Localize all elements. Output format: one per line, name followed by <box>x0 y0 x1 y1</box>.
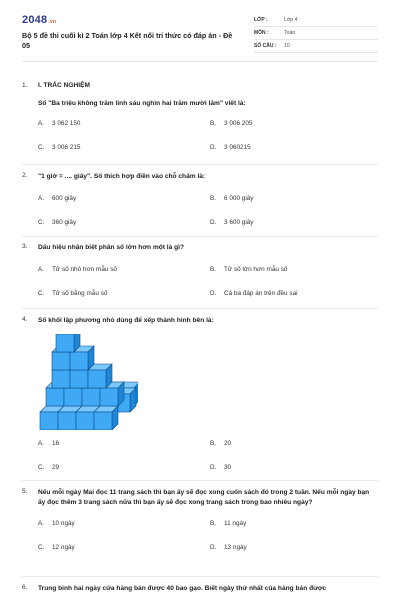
option-a[interactable]: A. 600 giây <box>38 195 77 202</box>
meta-key: SỐ CÂU : <box>254 43 277 49</box>
meta-value: Toán <box>284 30 296 36</box>
option-b[interactable]: B. 11 ngày <box>210 520 247 527</box>
divider <box>22 480 378 481</box>
question-5 <box>22 488 378 566</box>
question-number: 4. <box>22 316 28 323</box>
question-text: Số khối lập phương nhỏ dùng để xếp thành hình bên là: <box>38 317 214 324</box>
question-text: Trung bình hai ngày cửa hàng bán được 40 bao gạo. Biết ngày thứ nhất của hàng bán được <box>38 585 327 592</box>
question-2 <box>22 172 378 241</box>
question-text: Số "Ba triệu không trăm linh sáu nghìn hai trăm mười lăm" viết là: <box>38 100 246 107</box>
document-header <box>22 0 378 62</box>
option-c[interactable]: C. 360 giây <box>38 219 77 226</box>
option-d[interactable]: D. 13 ngày <box>210 544 247 551</box>
option-d[interactable]: D. 30 <box>210 464 232 471</box>
question-1 <box>22 82 378 166</box>
question-text: "1 giờ = .... giây". Số thích hợp điền vào chỗ chấm là: <box>38 173 206 180</box>
meta-value: Lớp 4 <box>284 17 298 23</box>
meta-value: 10 <box>284 43 290 49</box>
option-d[interactable]: D. 3 600 giây <box>210 219 254 226</box>
question-number: 1. <box>22 82 28 89</box>
question-text: Nếu mỗi ngày Mai đọc 11 trang sách thì bạn ấy sẽ đọc xong cuốn sách đó trong 2 tuần. Nếu mỗi ngày bạn ấy đọc thêm 3 trang sách nữa thì bạn ấy sẽ đọc xong trang sách trong bao nhiêu ngày? <box>38 489 370 506</box>
divider <box>22 164 378 165</box>
question-number: 6. <box>22 584 28 591</box>
question-text: Dấu hiệu nhận biết phân số lớn hơn một là gì? <box>38 244 185 251</box>
meta-key: LỚP : <box>254 17 268 23</box>
option-c[interactable]: C. 3 006 215 <box>38 144 81 151</box>
option-a[interactable]: A. 10 ngày <box>38 520 75 527</box>
option-a[interactable]: A. Tử số nhỏ hơn mẫu số <box>38 266 117 273</box>
stacked-cubes-figure <box>38 334 138 430</box>
meta-key: MÔN : <box>254 30 269 36</box>
question-3 <box>22 243 378 312</box>
option-c[interactable]: C. Tử số bằng mẫu số <box>38 290 108 297</box>
option-b[interactable]: B. 6 000 giây <box>210 195 254 202</box>
divider <box>22 576 378 577</box>
answer-options <box>38 195 378 241</box>
answer-options <box>38 120 378 166</box>
option-d[interactable]: D. Cả ba đáp án trên đều sai <box>210 290 298 297</box>
meta-row-class <box>254 14 378 27</box>
question-number: 3. <box>22 243 28 250</box>
option-a[interactable]: A. 3 062 150 <box>38 120 81 127</box>
option-a[interactable]: A. 16 <box>38 440 60 447</box>
question-6 <box>22 584 378 594</box>
question-number <box>22 99 38 109</box>
option-c[interactable]: C. 29 <box>38 464 60 471</box>
question-4 <box>22 316 378 326</box>
option-b[interactable]: B. 20 <box>210 440 232 447</box>
question-number: 5. <box>22 488 28 495</box>
option-c[interactable]: C. 12 ngày <box>38 544 75 551</box>
site-logo[interactable]: 2048.vn <box>22 14 57 26</box>
section-title: I. TRẮC NGHIỆM <box>38 82 91 89</box>
question-number: 2. <box>22 172 28 179</box>
page-title: Bộ 5 đề thi cuối kì 2 Toán lớp 4 Kết nối tri thức có đáp án - Đề 05 <box>22 31 233 50</box>
exam-meta-table <box>254 14 378 53</box>
meta-row-subject <box>254 27 378 40</box>
option-b[interactable]: B. Tử số lớn hơn mẫu số <box>210 266 288 273</box>
divider <box>22 236 378 237</box>
option-b[interactable]: B. 3 006 205 <box>210 120 253 127</box>
meta-row-count <box>254 40 378 53</box>
divider <box>22 308 378 309</box>
option-d[interactable]: D. 3 060215 <box>210 144 251 151</box>
answer-options <box>38 266 378 312</box>
answer-options <box>38 520 378 566</box>
